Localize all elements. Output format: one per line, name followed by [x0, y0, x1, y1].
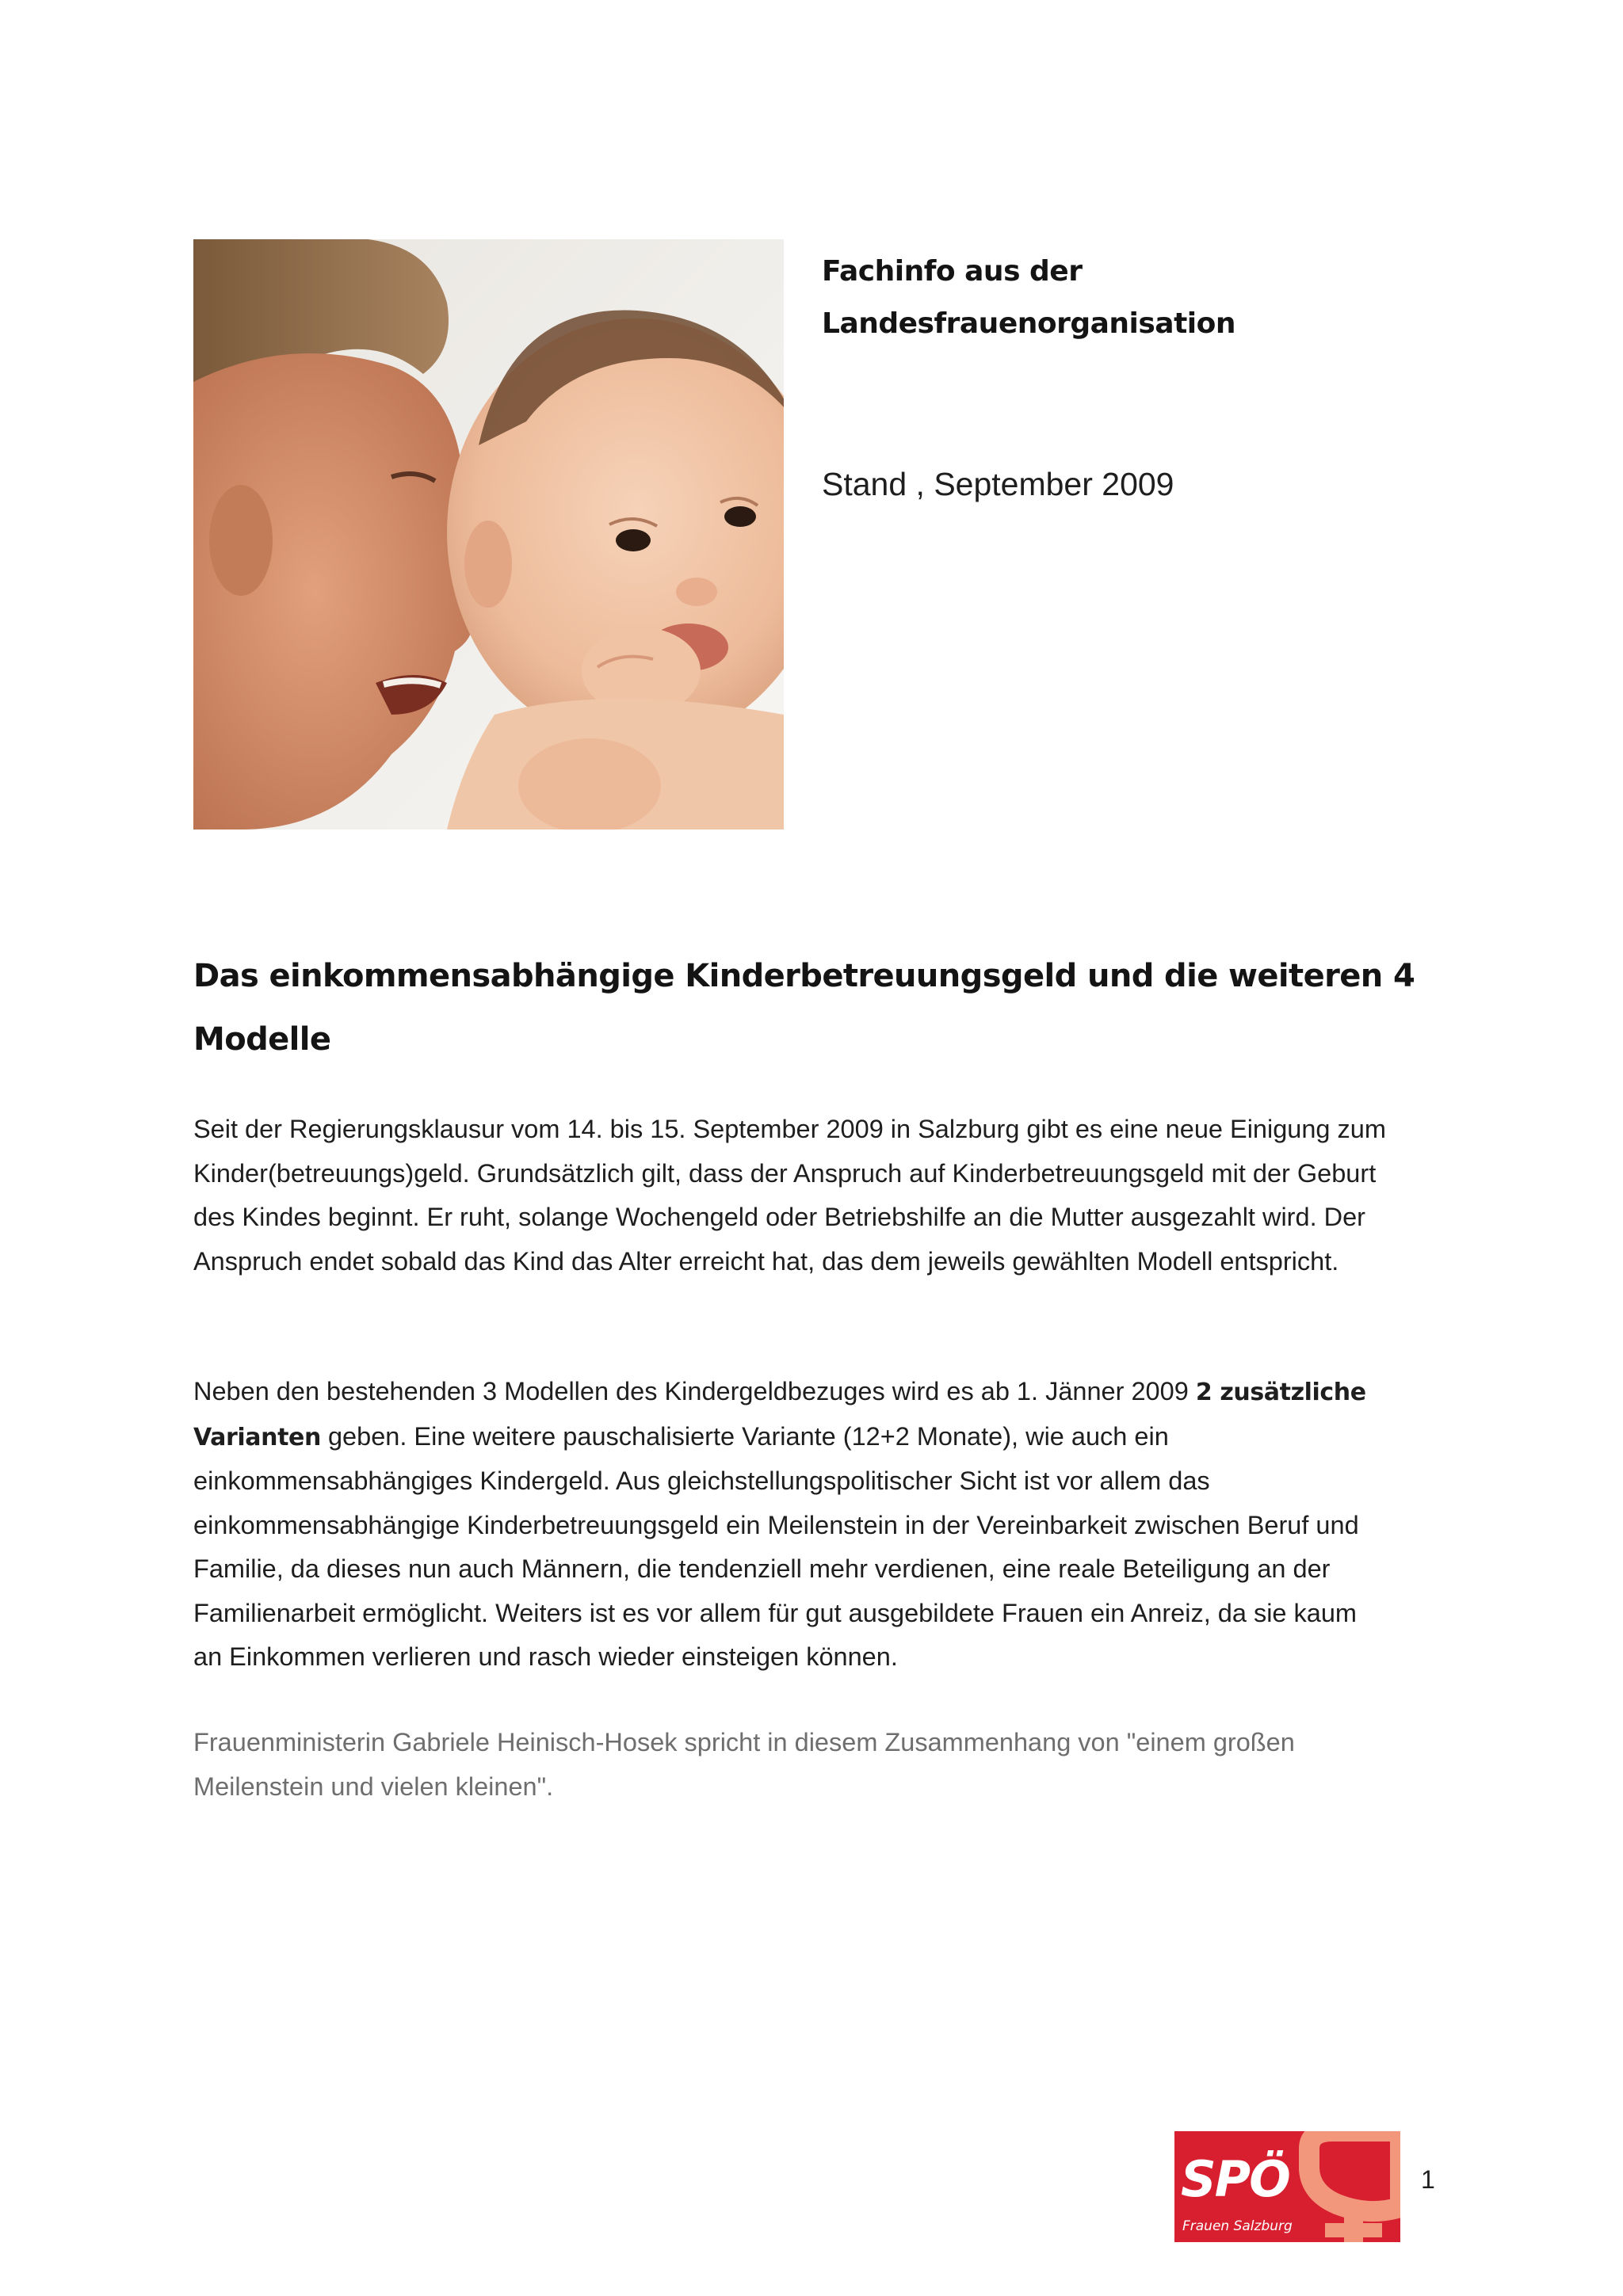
paragraph-line: an Einkommen verlieren und rasch wieder einsteigen können. [193, 1642, 898, 1671]
spoe-frauen-logo [1174, 2131, 1400, 2242]
paragraph-line: Familienarbeit ermöglicht. Weiters ist es vor allem für gut ausgebildete Frauen ein Anreiz, da sie kaum [193, 1598, 1357, 1627]
title-line-1: Das einkommensabhängige Kinderbetreuungsgeld und die weiteren 4 [193, 958, 1415, 994]
paragraph-line [193, 1415, 1461, 1460]
org-line-2: Landesfrauenorganisation [822, 307, 1236, 340]
paragraph-intro [193, 1108, 1461, 1283]
title-line-2: Modelle [193, 1021, 331, 1058]
emphasis-text: 2 zusätzliche [1195, 1379, 1366, 1406]
paragraph-line [193, 1370, 1461, 1415]
emphasis-text: Varianten [193, 1423, 321, 1451]
paragraph-text: geben. Eine weitere pauschalisierte Variante (12+2 Monate), wie auch ein [320, 1421, 1169, 1451]
paragraph-line: einkommensabhängige Kinderbetreuungsgeld ein Meilenstein in der Vereinbarkeit zwischen Beruf und [193, 1510, 1359, 1539]
date-stand: Stand , September 2009 [822, 466, 1174, 502]
document-title [193, 944, 1430, 1071]
paragraph-line: einkommensabhängiges Kindergeld. Aus gleichstellungspolitischer Sicht ist vor allem das [193, 1466, 1210, 1495]
father-baby-photo [193, 239, 784, 830]
paragraph-line: Familie, da dieses nun auch Männern, die tendenziell mehr verdienen, eine reale Beteiligung an der [193, 1554, 1331, 1583]
org-line-1: Fachinfo aus der [822, 255, 1083, 288]
paragraph-text: Neben den bestehenden 3 Modellen des Kindergeldbezuges wird es ab 1. Jänner 2009 [193, 1377, 1196, 1405]
logo-wordmark: SPÖ [1181, 2150, 1289, 2208]
page-number: 1 [1421, 2165, 1435, 2194]
paragraph-line: Meilenstein und vielen kleinen". [193, 1772, 554, 1801]
paragraph-models [193, 1370, 1461, 1680]
paragraph-line: Seit der Regierungsklausur vom 14. bis 15. September 2009 in Salzburg gibt es eine neue Einigung zum [193, 1115, 1386, 1143]
paragraph-line: des Kindes beginnt. Er ruht, solange Wochengeld oder Betriebshilfe an die Mutter ausgezahlt wird. Der [193, 1203, 1366, 1231]
paragraph-line: Kinder(betreuungs)geld. Grundsätzlich gilt, dass der Anspruch auf Kinderbetreuungsgeld mit der Geburt [193, 1158, 1377, 1188]
paragraph-line: Anspruch endet sobald das Kind das Alter erreicht hat, das dem jeweils gewählten Modell entspricht. [193, 1246, 1339, 1276]
photo-illustration [193, 239, 784, 830]
paragraph-line: Frauenministerin Gabriele Heinisch-Hosek spricht in diesem Zusammenhang von "einem großen [193, 1728, 1295, 1756]
paragraph-quote [193, 1721, 1461, 1809]
logo-subtitle: Frauen Salzburg [1182, 2218, 1293, 2234]
